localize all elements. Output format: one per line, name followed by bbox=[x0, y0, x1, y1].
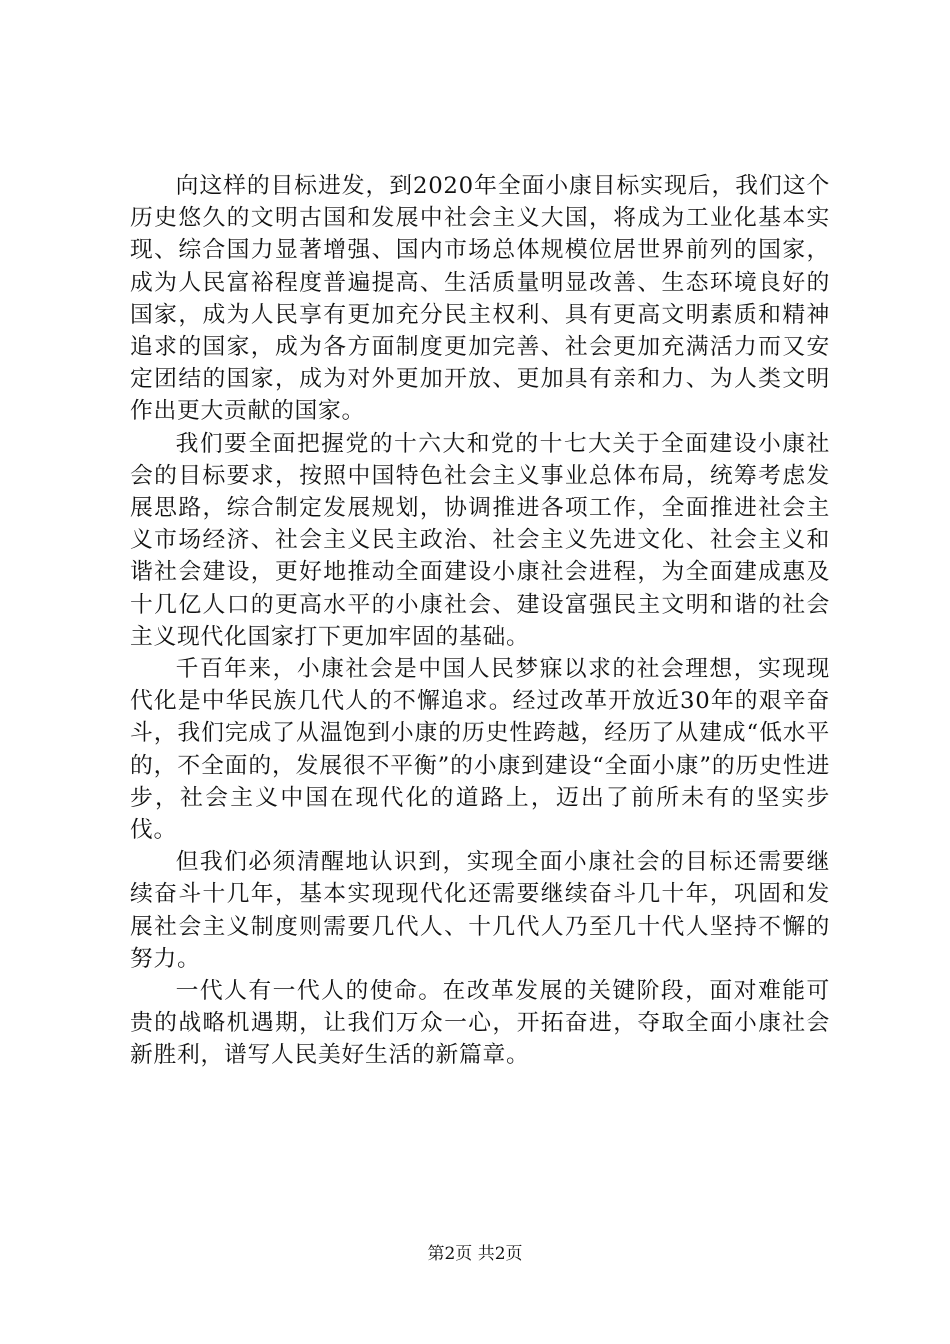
paragraph-5: 一代人有一代人的使命。在改革发展的关键阶段，面对难能可贵的战略机遇期，让我们万众一心，开拓奋进，夺取全面小康社会新胜利，谱写人民美好生活的新篇章。 bbox=[130, 978, 830, 1069]
paragraph-1: 向这样的目标进发，到2020年全面小康目标实现后，我们这个历史悠久的文明古国和发展中社会主义大国，将成为工业化基本实现、综合国力显著增强、国内市场总体规模位居世界前列的国家，成为人民富裕程度普遍提高、生活质量明显改善、生态环境良好的国家，成为人民享有更加充分民主权利、具有更高文明素质和精神追求的国家，成为各方面制度更加完善、社会更加充满活力而又安定团结的国家，成为对外更加开放、更加具有亲和力、为人类文明作出更大贡献的国家。 bbox=[130, 173, 830, 425]
document-body bbox=[130, 170, 830, 1072]
paragraph-4: 但我们必须清醒地认识到，实现全面小康社会的目标还需要继续奋斗十几年，基本实现现代化还需要继续奋斗几十年，巩固和发展社会主义制度则需要几代人、十几代人乃至几十代人坚持不懈的努力。 bbox=[130, 849, 830, 972]
page-footer: 第2页 共2页 bbox=[427, 1244, 523, 1264]
paragraph-3: 千百年来，小康社会是中国人民梦寐以求的社会理想，实现现代化是中华民族几代人的不懈追求。经过改革开放近30年的艰辛奋斗，我们完成了从温饱到小康的历史性跨越，经历了从建成“低水平的，不全面的，发展很不平衡”的小康到建设“全面小康”的历史性进步，社会主义中国在现代化的道路上，迈出了前所未有的坚实步伐。 bbox=[130, 656, 830, 844]
paragraph-2: 我们要全面把握党的十六大和党的十七大关于全面建设小康社会的目标要求，按照中国特色社会主义事业总体布局，统筹考虑发展思路，综合制定发展规划，协调推进各项工作，全面推进社会主义市场经济、社会主义民主政治、社会主义先进文化、社会主义和谐社会建设，更好地推动全面建设小康社会进程，为全面建成惠及十几亿人口的更高水平的小康社会、建设富强民主文明和谐的社会主义现代化国家打下更加牢固的基础。 bbox=[130, 430, 830, 650]
